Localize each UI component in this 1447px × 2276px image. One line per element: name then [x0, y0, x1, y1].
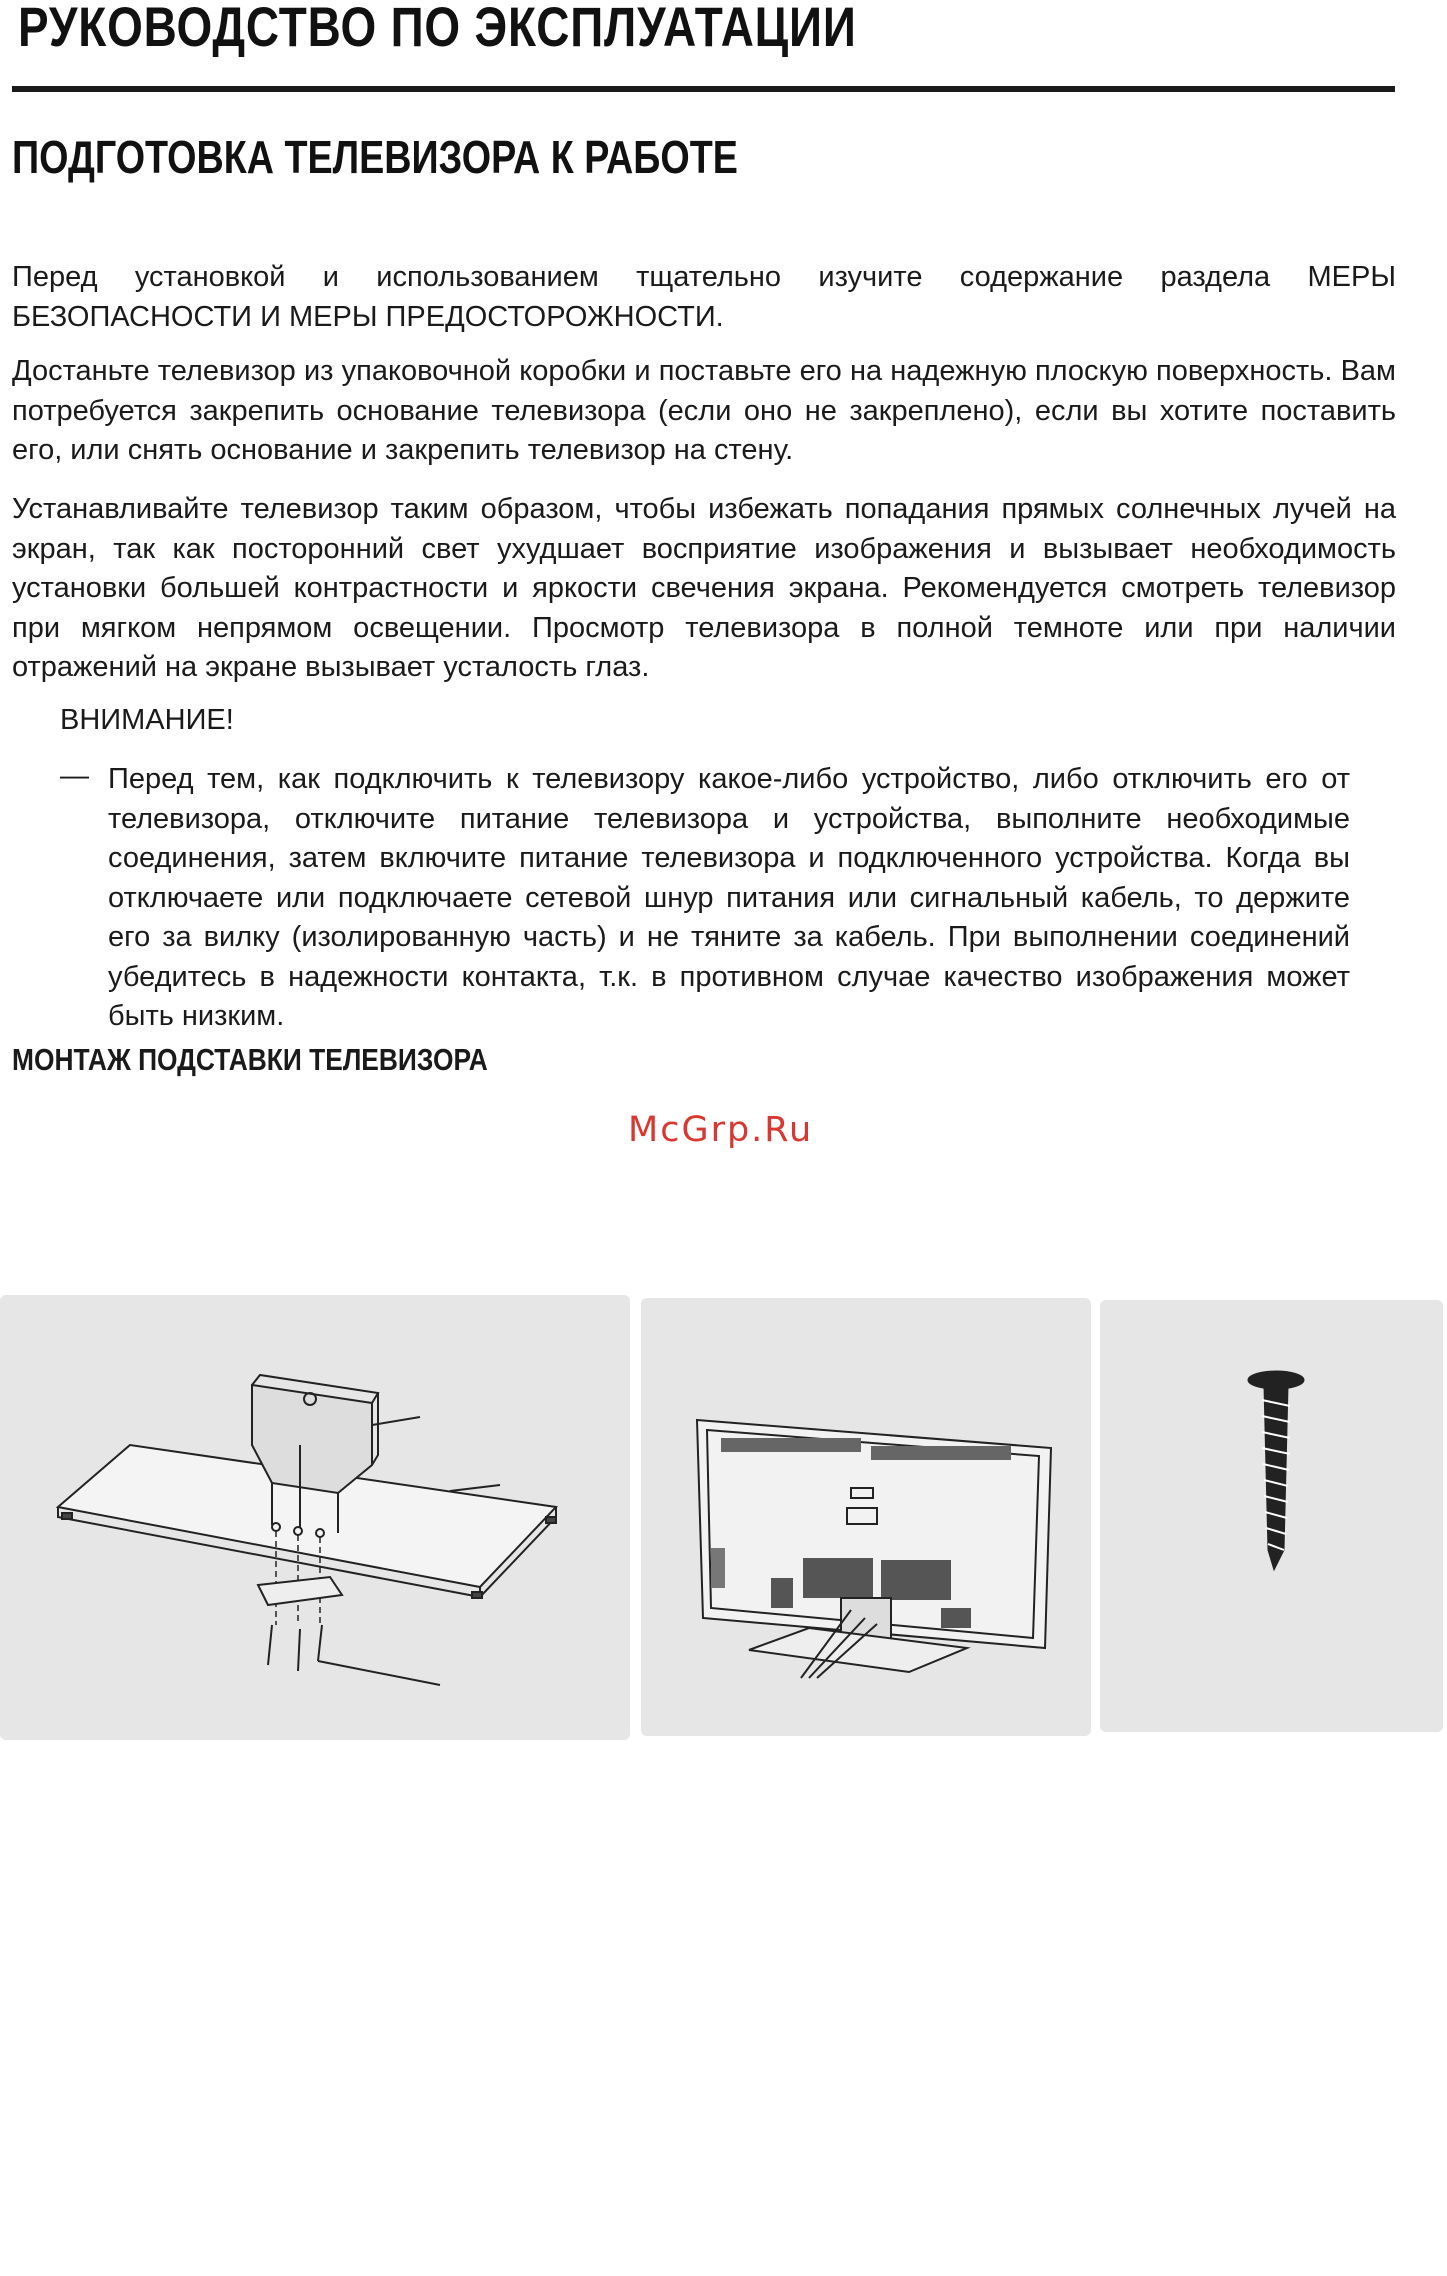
subsection-title: МОНТАЖ ПОДСТАВКИ ТЕЛЕВИЗОРА: [12, 1042, 488, 1077]
screw-figure: [1100, 1300, 1443, 1732]
paragraph-safety-reference: Перед установкой и использованием тщательно изучите содержание раздела МЕРЫ БЕЗОПАСНОСТИ И МЕРЫ ПРЕДОСТОРОЖНОСТИ.: [12, 261, 1396, 333]
warning-text: Перед тем, как подключить к телевизору какое-либо устройство, либо отключить его от телевизора, отключите питание телевизора и устройства, выполните необходимые соединения, затем включите питание телевизора и подключенного устройства. Когда вы отключаете или подключаете сетевой шнур питания или сигнальный кабель, то держите его за вилку (изолированную часть) и не тяните за кабель. При выполнении соединений убедитесь в надежности контакта, т.к. в противном случае качество изображения может быть низким.: [108, 763, 1350, 1032]
tv-rear-mount-diagram-icon: [641, 1298, 1091, 1736]
screw-icon: [1100, 1300, 1443, 1732]
paragraph-placement: Устанавливайте телевизор таким образом, чтобы избежать попадания прямых солнечных лучей на экран, так как посторонний свет ухудшает восприятие изображения и вызывает необходимость установки большей контрастности и яркости свечения экрана. Рекомендуется смотреть телевизор при мягком непрямом освещении. Просмотр телевизора в полной темноте или при наличии отражений на экране вызывает усталость глаз.: [12, 493, 1396, 683]
section-title: ПОДГОТОВКА ТЕЛЕВИЗОРА К РАБОТЕ: [12, 131, 738, 183]
tv-rear-figure: [641, 1298, 1091, 1736]
stand-assembly-diagram-icon: [0, 1295, 630, 1740]
stand-assembly-figure: [0, 1295, 630, 1740]
header-divider: [12, 86, 1395, 92]
warning-label: ВНИМАНИЕ!: [60, 704, 234, 736]
watermark: McGrp.Ru: [628, 1110, 814, 1150]
page-header-title: РУКОВОДСТВО ПО ЭКСПЛУАТАЦИИ: [18, 0, 857, 58]
paragraph-unpacking: Достаньте телевизор из упаковочной коробки и поставьте его на надежную плоскую поверхность. Вам потребуется закрепить основание телевизора (если оно не закреплено), если вы хотите поставить его, или снять основание и закрепить телевизор на стену.: [12, 355, 1396, 466]
warning-dash: —: [60, 760, 89, 792]
